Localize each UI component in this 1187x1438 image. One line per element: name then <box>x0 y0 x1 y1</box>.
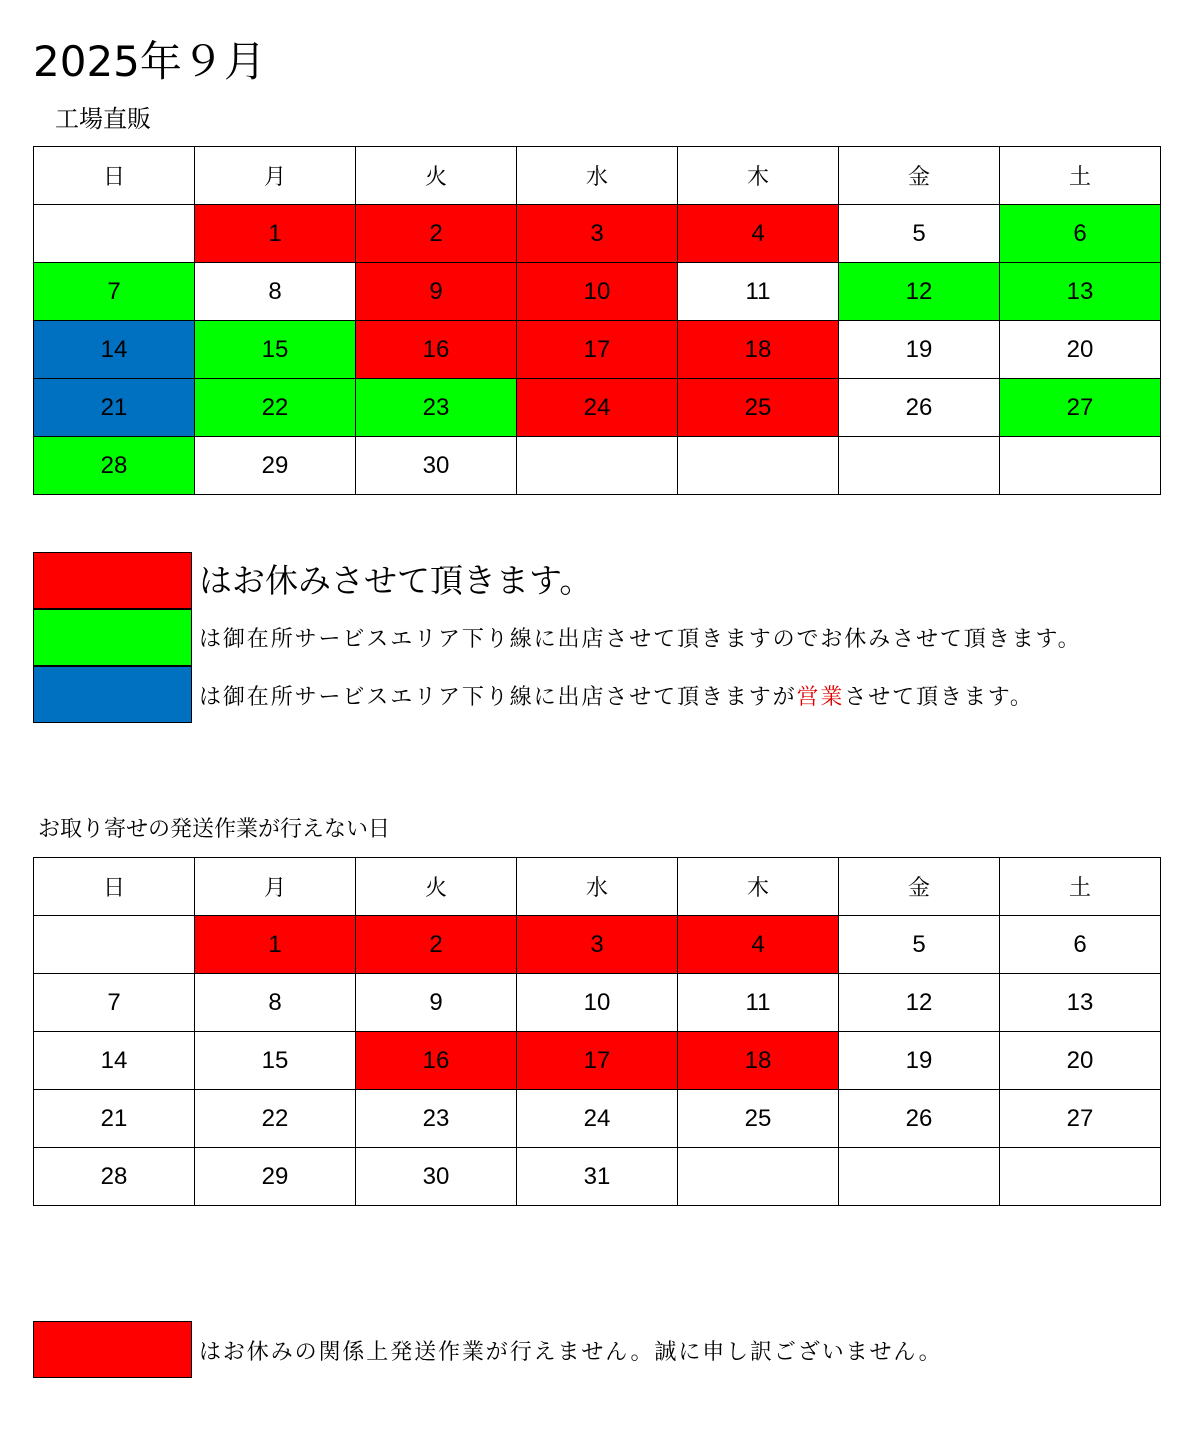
empty-day-cell <box>678 437 839 495</box>
day-cell: 23 <box>356 1090 517 1148</box>
day-cell: 14 <box>34 1032 195 1090</box>
week-row <box>34 1090 1161 1148</box>
day-cell: 14 <box>34 321 195 379</box>
day-cell: 3 <box>517 205 678 263</box>
day-cell: 19 <box>839 321 1000 379</box>
day-cell: 11 <box>678 263 839 321</box>
legend-event-closed-swatch <box>33 609 192 666</box>
day-cell: 13 <box>1000 974 1161 1032</box>
day-cell: 22 <box>195 1090 356 1148</box>
empty-day-cell <box>34 205 195 263</box>
day-cell: 19 <box>839 1032 1000 1090</box>
day-cell: 24 <box>517 1090 678 1148</box>
week-row <box>34 437 1161 495</box>
day-cell: 24 <box>517 379 678 437</box>
empty-day-cell <box>1000 437 1161 495</box>
week-row <box>34 379 1161 437</box>
empty-day-cell <box>839 1148 1000 1206</box>
weekday-thu: 木 <box>678 147 839 205</box>
legend-event-closed-text: は御在所サービスエリア下り線に出店させて頂きますのでお休みさせて頂きます。 <box>199 627 1082 652</box>
weekday-fri: 金 <box>839 147 1000 205</box>
weekday-mon: 月 <box>195 147 356 205</box>
weekday-thu: 木 <box>678 858 839 916</box>
day-cell: 13 <box>1000 263 1161 321</box>
day-cell: 7 <box>34 263 195 321</box>
week-row <box>34 974 1161 1032</box>
day-cell: 4 <box>678 205 839 263</box>
day-cell: 21 <box>34 379 195 437</box>
day-cell: 20 <box>1000 1032 1161 1090</box>
day-cell: 16 <box>356 321 517 379</box>
day-cell: 30 <box>356 1148 517 1206</box>
day-cell: 9 <box>356 974 517 1032</box>
weekday-tue: 火 <box>356 147 517 205</box>
day-cell: 25 <box>678 379 839 437</box>
empty-day-cell <box>678 1148 839 1206</box>
legend-event-open-emphasis: 営業 <box>796 685 845 710</box>
weekday-fri: 金 <box>839 858 1000 916</box>
day-cell: 16 <box>356 1032 517 1090</box>
week-row <box>34 263 1161 321</box>
page-title: 2025年９月 <box>33 37 266 86</box>
week-row <box>34 1148 1161 1206</box>
weekday-sat: 土 <box>1000 858 1161 916</box>
weekday-wed: 水 <box>517 147 678 205</box>
weekday-header-row <box>34 147 1161 205</box>
day-cell: 5 <box>839 205 1000 263</box>
day-cell: 15 <box>195 1032 356 1090</box>
legend-event-open-text-before: は御在所サービスエリア下り線に出店させて頂きますが <box>199 685 797 710</box>
day-cell: 1 <box>195 205 356 263</box>
week-row <box>34 1032 1161 1090</box>
day-cell: 15 <box>195 321 356 379</box>
legend-holiday-swatch <box>33 552 192 609</box>
empty-day-cell <box>517 437 678 495</box>
day-cell: 9 <box>356 263 517 321</box>
day-cell: 7 <box>34 974 195 1032</box>
shipping-calendar <box>33 857 1161 1206</box>
day-cell: 31 <box>517 1148 678 1206</box>
day-cell: 4 <box>678 916 839 974</box>
day-cell: 26 <box>839 1090 1000 1148</box>
legend-shipping-holiday-text: はお休みの関係上発送作業が行えません。誠に申し訳ございません。 <box>199 1340 943 1365</box>
factory-sales-calendar <box>33 146 1161 495</box>
day-cell: 18 <box>678 1032 839 1090</box>
day-cell: 12 <box>839 263 1000 321</box>
day-cell: 27 <box>1000 379 1161 437</box>
day-cell: 3 <box>517 916 678 974</box>
day-cell: 5 <box>839 916 1000 974</box>
legend-event-open-text-after: させて頂きます。 <box>844 685 1034 710</box>
weekday-mon: 月 <box>195 858 356 916</box>
legend-shipping-holiday-swatch <box>33 1321 192 1378</box>
day-cell: 26 <box>839 379 1000 437</box>
day-cell: 2 <box>356 205 517 263</box>
weekday-sat: 土 <box>1000 147 1161 205</box>
day-cell: 25 <box>678 1090 839 1148</box>
day-cell: 17 <box>517 321 678 379</box>
weekday-header-row <box>34 858 1161 916</box>
day-cell: 23 <box>356 379 517 437</box>
day-cell: 6 <box>1000 916 1161 974</box>
day-cell: 8 <box>195 263 356 321</box>
day-cell: 18 <box>678 321 839 379</box>
day-cell: 10 <box>517 974 678 1032</box>
section-title-shipping: お取り寄せの発送作業が行えない日 <box>38 817 391 842</box>
day-cell: 10 <box>517 263 678 321</box>
day-cell: 17 <box>517 1032 678 1090</box>
day-cell: 29 <box>195 1148 356 1206</box>
day-cell: 28 <box>34 1148 195 1206</box>
weekday-tue: 火 <box>356 858 517 916</box>
week-row <box>34 321 1161 379</box>
week-row <box>34 205 1161 263</box>
day-cell: 28 <box>34 437 195 495</box>
weekday-sun: 日 <box>34 858 195 916</box>
day-cell: 20 <box>1000 321 1161 379</box>
day-cell: 22 <box>195 379 356 437</box>
legend-event-open-text <box>199 682 1034 714</box>
empty-day-cell <box>839 437 1000 495</box>
day-cell: 30 <box>356 437 517 495</box>
day-cell: 1 <box>195 916 356 974</box>
day-cell: 2 <box>356 916 517 974</box>
day-cell: 12 <box>839 974 1000 1032</box>
day-cell: 6 <box>1000 205 1161 263</box>
day-cell: 21 <box>34 1090 195 1148</box>
day-cell: 29 <box>195 437 356 495</box>
legend-holiday-text: はお休みさせて頂きます。 <box>199 561 593 600</box>
legend-event-open-swatch <box>33 666 192 723</box>
day-cell: 11 <box>678 974 839 1032</box>
empty-day-cell <box>1000 1148 1161 1206</box>
day-cell: 27 <box>1000 1090 1161 1148</box>
day-cell: 8 <box>195 974 356 1032</box>
empty-day-cell <box>34 916 195 974</box>
section-title-factory-sales: 工場直販 <box>55 105 151 133</box>
weekday-sun: 日 <box>34 147 195 205</box>
week-row <box>34 916 1161 974</box>
weekday-wed: 水 <box>517 858 678 916</box>
